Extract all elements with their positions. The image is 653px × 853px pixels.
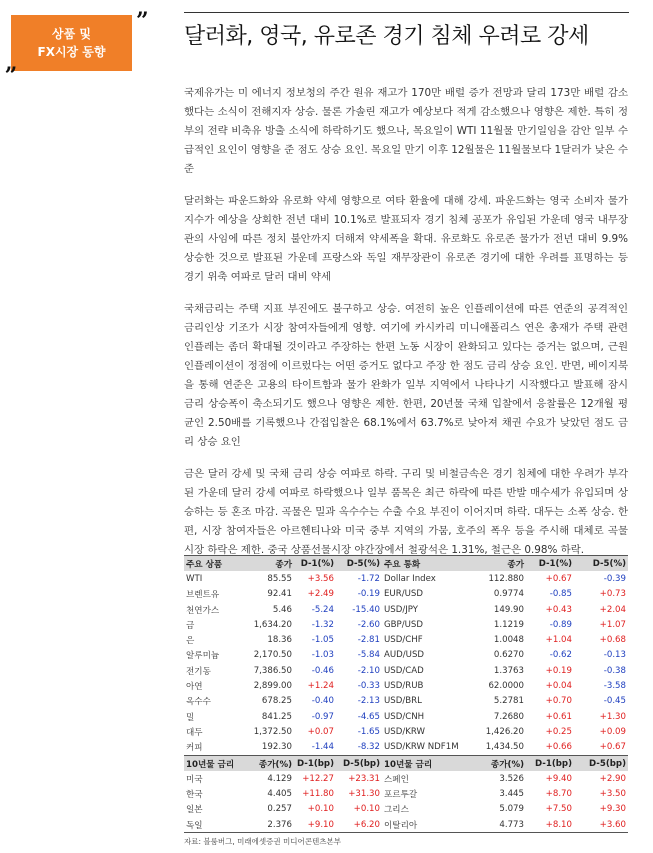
column-header: 종가(%)	[246, 755, 294, 771]
column-header: 10년물 금리	[184, 755, 246, 771]
column-header: D-1(bp)	[526, 755, 574, 771]
table-cell: +1.30	[599, 711, 626, 722]
badge-line-1: 상품 및	[52, 27, 91, 41]
table-cell: 0.9774	[493, 589, 524, 600]
table-cell: +7.50	[545, 804, 572, 815]
table-cell: -0.46	[311, 665, 334, 676]
table-cell: Dollar Index	[384, 573, 436, 584]
table-cell: -0.40	[311, 696, 334, 707]
table-cell: 미국	[186, 774, 203, 785]
table-row	[184, 632, 628, 647]
table-cell: 4.129	[267, 773, 292, 784]
table-cell: +9.10	[294, 817, 336, 833]
table-row	[184, 648, 628, 663]
table-row	[184, 678, 628, 693]
table-cell: +0.43	[545, 604, 572, 615]
table-cell: 1,372.50	[253, 726, 292, 737]
table-row	[184, 694, 628, 709]
table-cell: +1.04	[545, 635, 572, 646]
table-row	[184, 571, 628, 586]
table-cell: +0.73	[599, 589, 626, 600]
table-cell: -15.40	[352, 604, 380, 615]
column-header: D-5(bp)	[574, 755, 628, 771]
table-row	[184, 740, 628, 756]
table-cell: -0.45	[603, 696, 626, 707]
table-cell: 이탈리아	[382, 817, 478, 833]
table-cell: +12.27	[302, 773, 334, 784]
table-row	[184, 617, 628, 632]
table-cell: 일본	[186, 805, 203, 816]
table-cell: -0.39	[603, 573, 626, 584]
table-cell: USD/BRL	[384, 696, 422, 707]
paragraph-oil: 국제유가는 미 에너지 정보청의 주간 원유 재고가 170만 배럴 증가 전망과 달리 173만 배럴 감소했다는 소식이 전해지자 상승. 물론 가솔린 재고가 예상보다 적게 감소했으나 영향은 제한. 특히 정부의 전략 비축유 방출 소식에 하락하기도 했으나, 목요일이 WTI 11월물 만기일임을 감안 일부 수급적인 요인이 영향을 준 점도 상승 요인. 목요일 만기 이후 12월물은 11월물보다 1달러가 낮은 수준	[184, 87, 628, 175]
table-cell: WTI	[186, 573, 203, 584]
table-cell: 5.46	[272, 604, 292, 615]
table-cell: USD/KRW NDF1M	[384, 742, 459, 753]
column-header: 종가	[246, 556, 294, 572]
table-cell: -0.19	[357, 589, 380, 600]
market-table	[184, 555, 628, 833]
table-cell: 은	[186, 636, 195, 647]
table-cell: +31.30	[348, 789, 380, 800]
table-cell: -4.65	[357, 711, 380, 722]
table-cell: +0.10	[307, 804, 334, 815]
table-cell: 스페인	[384, 774, 409, 785]
table-cell: 포르투갈	[384, 790, 418, 801]
table-cell: 1,434.50	[485, 742, 524, 753]
table-cell: -1.05	[311, 635, 334, 646]
table-cell: +0.25	[545, 726, 572, 737]
table-cell: USD/JPY	[384, 604, 419, 615]
table-cell: -1.03	[311, 650, 334, 661]
table-cell: 0.6270	[493, 650, 524, 661]
table-cell: 밀	[186, 712, 195, 723]
section-badge	[11, 15, 132, 71]
table-cell: 2,170.50	[253, 650, 292, 661]
table-cell: -1.32	[311, 619, 334, 630]
table-cell: 1,426.20	[485, 726, 524, 737]
table-cell: 7,386.50	[253, 665, 292, 676]
table-cell: +0.67	[599, 742, 626, 753]
column-header: 10년물 금리	[382, 755, 478, 771]
table-row	[184, 786, 628, 801]
table-cell: +1.24	[307, 681, 334, 692]
table-cell: 149.90	[493, 604, 524, 615]
table-cell: 1.1219	[493, 619, 524, 630]
table-cell: USD/CNH	[384, 711, 425, 722]
table-cell: 커피	[186, 743, 203, 754]
open-quote-mark: ”	[136, 8, 149, 34]
table-cell: 천연가스	[186, 605, 220, 616]
table-cell: -0.33	[357, 681, 380, 692]
table-cell: 62.0000	[488, 681, 524, 692]
table-cell: AUD/USD	[384, 650, 425, 661]
table-cell: -5.84	[357, 650, 380, 661]
table-cell: 금	[186, 620, 195, 631]
table-row	[184, 802, 628, 817]
table-cell: 2.376	[246, 817, 294, 833]
table-cell: USD/KRW	[384, 726, 426, 737]
table-cell: +3.50	[599, 789, 626, 800]
source-note: 자료: 블룸버그, 미래에셋증권 미디어콘텐츠본부	[184, 837, 341, 846]
table-row	[184, 587, 628, 602]
table-cell: 678.25	[261, 696, 292, 707]
table-cell: 4.773	[478, 817, 526, 833]
table-cell: +3.56	[307, 573, 334, 584]
table-cell: +0.61	[545, 711, 572, 722]
table-cell: 전기동	[186, 666, 211, 677]
table-cell: -0.89	[549, 619, 572, 630]
table-cell: +2.49	[307, 589, 334, 600]
table-cell: 5.079	[499, 804, 524, 815]
column-header: D-5(%)	[336, 556, 382, 572]
column-header: D-5(bp)	[336, 755, 382, 771]
table1-header-row	[184, 556, 628, 572]
close-quote-mark: „	[5, 50, 18, 76]
paragraph-dollar: 달러화는 파운드화와 유로화 약세 영향으로 여타 환율에 대해 강세. 파운드화는 영국 소비자 물가지수가 예상을 상회한 전년 대비 10.1%로 발표되자 경기 침체 공포가 유입된 가운데 영국 내무장관의 사임에 따른 정치 불안까지 더해져 약세폭을 확대. 유로화도 유로존 물가가 전년 대비 9.9% 상승한 것으로 발표된 가운데 프랑스와 독일 재무장관이 유로존 경기에 대한 우려를 표명하는 등 경기 위축 여파로 달러 대비 약세	[184, 195, 628, 283]
table-cell: 85.55	[267, 573, 292, 584]
column-header: 주요 통화	[382, 556, 478, 572]
table-cell: -2.60	[357, 619, 380, 630]
column-header: 종가(%)	[478, 755, 526, 771]
table-cell: +11.80	[302, 789, 334, 800]
table-cell: -2.13	[357, 696, 380, 707]
table-cell: 옥수수	[186, 697, 211, 708]
table-cell: +6.20	[336, 817, 382, 833]
table-cell: GBP/USD	[384, 619, 423, 630]
table-cell: -3.58	[603, 681, 626, 692]
table-cell: +2.90	[599, 773, 626, 784]
table-cell: 5.2781	[493, 696, 524, 707]
table-cell: 18.36	[267, 635, 292, 646]
table-cell: 3.445	[499, 789, 524, 800]
table-cell: EUR/USD	[384, 589, 423, 600]
article-body	[184, 84, 628, 573]
table-cell: +2.04	[599, 604, 626, 615]
table-cell: -1.65	[357, 726, 380, 737]
table-cell: +8.70	[545, 789, 572, 800]
table-cell: USD/CAD	[384, 665, 424, 676]
table-cell: +0.66	[545, 742, 572, 753]
table-cell: +9.40	[545, 773, 572, 784]
table-row	[184, 663, 628, 678]
table-row	[184, 771, 628, 786]
table-cell: 1.0048	[493, 635, 524, 646]
page-title: 달러화, 영국, 유로존 경기 침체 우려로 강세	[184, 24, 589, 49]
table-cell: 3.526	[499, 773, 524, 784]
table-cell: +0.67	[545, 573, 572, 584]
table-cell: -1.72	[357, 573, 380, 584]
table-cell: -0.62	[549, 650, 572, 661]
table-cell: -1.44	[311, 742, 334, 753]
table-cell: +0.04	[545, 681, 572, 692]
table-cell: 한국	[186, 790, 203, 801]
table-cell: +0.70	[545, 696, 572, 707]
table-row	[184, 817, 628, 833]
paragraph-treasury: 국채금리는 주택 지표 부진에도 불구하고 상승. 여전히 높은 인플레이션에 따른 연준의 공격적인 금리인상 기조가 시장 참여자들에게 영향. 여기에 카시카리 미니애폴리스 연은 총재가 주택 관련 인플레는 좀더 확대될 것이라고 주장하는 한편 노동 시장이 완화되고 있다는 증거는 없으며, 근원 인플레이션이 정점에 이르렀다는 어떤 증거도 없다고 주장 한 점도 금리 상승 요인. 반면, 베이지북을 통해 연준은 고용의 타이트함과 물가 완화가 일부 지역에서 나타나기 시작했다고 발표해 잠시 금리 상승폭이 축소되기도 했으나 영향은 제한. 한편, 20년물 국채 입찰에서 응찰률은 12개월 평균인 2.50배를 기록했으나 간접입찰은 68.1%에서 63.7%로 낮아져 채권 수요가 낮았던 점도 금리 상승 요인	[184, 303, 628, 448]
table-cell: +0.19	[545, 665, 572, 676]
table2-header-row	[184, 755, 628, 771]
table-cell: +0.68	[599, 635, 626, 646]
column-header: D-1(%)	[294, 556, 336, 572]
table-cell: -8.32	[357, 742, 380, 753]
table-cell: 192.30	[261, 742, 292, 753]
table-row	[184, 709, 628, 724]
paragraph-gold: 금은 달러 강세 및 국채 금리 상승 여파로 하락. 구리 및 비철금속은 경기 침체에 대한 우려가 부각된 가운데 달러 강세 여파로 하락했으나 일부 품목은 최근 하락에 따른 반발 매수세가 유입되며 상승하는 등 혼조 마감. 곡물은 밀과 옥수수는 수출 수요 부진이 이어지며 하락. 대두는 소폭 상승. 한편, 시장 참여자들은 아르헨티나와 미국 중부 지역의 가뭄, 호주의 폭우 등을 주시해 대체로 곡물 시장 하락은 제한. 중국 상품선물시장 야간장에서 철광석은 1.31%, 철근은 0.98% 하락.	[184, 468, 628, 556]
column-header: D-1(%)	[526, 556, 574, 572]
table-cell: +23.31	[348, 773, 380, 784]
column-header: 주요 상품	[184, 556, 246, 572]
table-cell: USD/RUB	[384, 681, 424, 692]
table-cell: +8.10	[526, 817, 574, 833]
table-cell: 그리스	[384, 805, 409, 816]
table-cell: 92.41	[267, 589, 292, 600]
table-cell: -0.85	[549, 589, 572, 600]
table-cell: 841.25	[261, 711, 292, 722]
table-cell: +9.30	[599, 804, 626, 815]
table-cell: +3.60	[574, 817, 628, 833]
table-cell: +0.07	[307, 726, 334, 737]
column-header: D-1(bp)	[294, 755, 336, 771]
table-cell: 7.2680	[493, 711, 524, 722]
table-cell: 2,899.00	[253, 681, 292, 692]
table-cell: +0.09	[599, 726, 626, 737]
table-row	[184, 602, 628, 617]
badge-line-2: FX시장 동향	[37, 45, 106, 59]
table-cell: 4.405	[267, 789, 292, 800]
column-header: 종가	[478, 556, 526, 572]
table-cell: 대두	[186, 727, 203, 738]
table-cell: 112.880	[488, 573, 524, 584]
table-cell: 1.3763	[493, 665, 524, 676]
table-cell: 알루미늄	[186, 651, 220, 662]
table-row	[184, 724, 628, 739]
table-cell: USD/CHF	[384, 635, 423, 646]
table-cell: +1.07	[599, 619, 626, 630]
table-cell: -5.24	[311, 604, 334, 615]
table-cell: -0.13	[603, 650, 626, 661]
table-cell: -2.10	[357, 665, 380, 676]
table-cell: -0.38	[603, 665, 626, 676]
table-cell: -0.97	[311, 711, 334, 722]
table-cell: +0.10	[353, 804, 380, 815]
column-header: D-5(%)	[574, 556, 628, 572]
title-rule	[184, 12, 629, 13]
table-cell: 1,634.20	[253, 619, 292, 630]
table-cell: 아연	[186, 682, 203, 693]
table-cell: 독일	[184, 817, 246, 833]
table-cell: 브렌트유	[186, 590, 220, 601]
table-cell: 0.257	[267, 804, 292, 815]
table-cell: -2.81	[357, 635, 380, 646]
